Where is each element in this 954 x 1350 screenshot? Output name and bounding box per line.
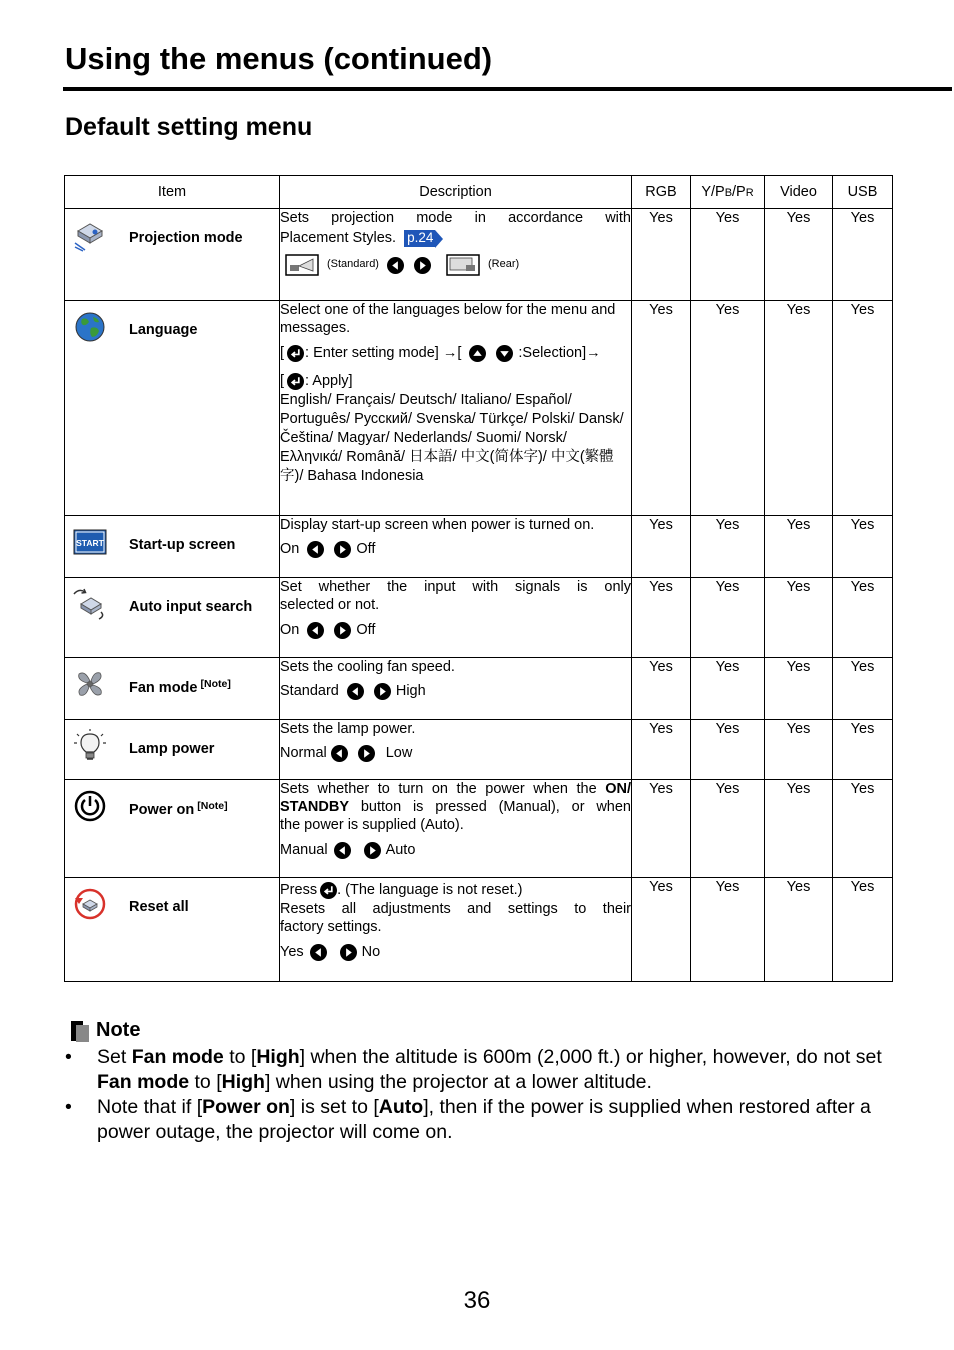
up-arrow-icon <box>469 345 486 362</box>
header-video: Video <box>765 176 833 209</box>
table-row: START Start-up screen Display start-up screen when power is turned on. On Off Yes Yes Yes Yes <box>65 516 893 578</box>
header-item: Item <box>65 176 280 209</box>
note-heading: Note <box>70 1018 895 1043</box>
left-arrow-icon <box>331 745 348 762</box>
description-language: Select one of the languages below for the menu and messages. [ : Enter setting mode] →[ :Selection]→ [ : Apply] English/ Français/ Deutsch/ Italiano/ Español/ Português/ Русский/ Svenska/ Türkçe/ Polski/ Dansk/ Čeština/ Magyar/ Nederlands/ Suomi/ Norsk/ Ελληνικά/ Română/ 日本語/ 中文(简体字)/ 中文(繁體字)/ Bahasa Indonesia <box>280 301 632 516</box>
description-auto-input-search: Set whether the input with signals is only selected or not. On Off <box>280 578 632 658</box>
right-arrow-icon <box>364 842 381 859</box>
header-description: Description <box>280 176 632 209</box>
standard-placement-icon <box>285 254 319 276</box>
table-row: Language Select one of the languages below for the menu and messages. [ : Enter setting mode] →[ :Selection]→ [ : Apply] English/ Français/ Deutsch/ Italiano/ Español/ Português/ Русский/ Svenska/ Türkçe/ Polski/ Dansk/ Čeština/ Magyar/ Nederlands/ Suomi/ Norsk/ Ελληνικά/ Română/ 日本語/ 中文(简体字)/ 中文(繁體字)/ Bahasa Indonesia Yes Yes Yes Yes <box>65 301 893 516</box>
section-title: Default setting menu <box>65 113 313 141</box>
start-icon <box>71 524 109 560</box>
right-arrow-icon <box>358 745 375 762</box>
right-arrow-icon <box>340 944 357 961</box>
globe-icon <box>71 309 109 345</box>
table-row: Power on [Note] Sets whether to turn on the power when the ON/ STANDBY button is pressed (Manual), or when the power is supplied (Auto). Manual Auto Yes Yes Yes Yes <box>65 780 893 878</box>
power-icon <box>71 788 109 824</box>
rear-placement-icon <box>446 254 480 276</box>
header-ypbpr: Y/PB/PR <box>691 176 765 209</box>
table-header-row <box>65 176 893 209</box>
svg-text:START: START <box>76 538 104 548</box>
note-item: • Note that if [Power on] is set to [Auto], then if the power is supplied when restored after a power outage, the projector will come on. <box>65 1095 895 1145</box>
item-label-fan-mode: Fan mode [Note] <box>129 678 231 696</box>
enter-icon <box>287 373 304 390</box>
language-list: English/ Français/ Deutsch/ Italiano/ Español/ Português/ Русский/ Svenska/ Türkçe/ Polski/ Dansk/ Čeština/ Magyar/ Nederlands/ Suomi/ Norsk/ Ελληνικά/ Română/ 日本語/ 中文(简体字)/ 中文(繁體字)/ Bahasa Indonesia <box>280 392 624 484</box>
item-label-lamp-power: Lamp power <box>129 741 215 757</box>
projection-mode-icon <box>71 217 109 253</box>
fan-icon <box>71 666 109 702</box>
note-icon <box>70 1019 90 1043</box>
left-arrow-icon <box>334 842 351 859</box>
enter-icon <box>287 345 304 362</box>
page-number: 36 <box>463 1287 491 1314</box>
page-title: Using the menus (continued) <box>65 41 493 76</box>
table-row: Reset all Press . (The language is not reset.) Resets all adjustments and settings to their factory settings. Yes No Yes Yes Yes Yes <box>65 878 893 982</box>
enter-icon <box>320 882 337 899</box>
right-arrow-icon <box>374 683 391 700</box>
right-arrow-icon <box>334 541 351 558</box>
table-row: Fan mode [Note] Sets the cooling fan speed. Standard High Yes Yes Yes Yes <box>65 658 893 720</box>
left-arrow-icon <box>307 541 324 558</box>
default-setting-table <box>64 175 893 982</box>
description-start-up-screen: Display start-up screen when power is turned on. On Off <box>280 516 632 578</box>
table-row: Auto input search Set whether the input with signals is only selected or not. On Off Yes Yes Yes Yes <box>65 578 893 658</box>
right-arrow-icon <box>414 257 431 274</box>
description-lamp-power: Sets the lamp power. Normal Low <box>280 720 632 780</box>
left-arrow-icon <box>347 683 364 700</box>
left-arrow-icon <box>310 944 327 961</box>
item-label-projection-mode: Projection mode <box>129 230 243 246</box>
table-row: Lamp power Sets the lamp power. Normal Low Yes Yes Yes Yes <box>65 720 893 780</box>
description-projection-mode: Sets projection mode in accordance with Placement Styles. p.24 (Standard) (Rear) <box>280 209 632 301</box>
page-reference-tag[interactable]: p.24 <box>404 230 435 247</box>
auto-input-icon <box>71 586 109 622</box>
right-arrow-icon <box>334 622 351 639</box>
header-rgb: RGB <box>632 176 691 209</box>
item-label-language: Language <box>129 322 198 338</box>
header-usb: USB <box>833 176 893 209</box>
note-item: • Set Fan mode to [High] when the altitude is 600m (2,000 ft.) or higher, however, do not set Fan mode to [High] when using the projector at a lower altitude. <box>65 1045 895 1095</box>
description-fan-mode: Sets the cooling fan speed. Standard High <box>280 658 632 720</box>
description-reset-all: Press . (The language is not reset.) Resets all adjustments and settings to their factory settings. Yes No <box>280 878 632 982</box>
note-section <box>65 1018 895 1145</box>
item-label-reset-all: Reset all <box>129 899 189 915</box>
left-arrow-icon <box>307 622 324 639</box>
left-arrow-icon <box>387 257 404 274</box>
title-rule <box>63 87 952 91</box>
description-power-on: Sets whether to turn on the power when the ON/ STANDBY button is pressed (Manual), or when the power is supplied (Auto). Manual Auto <box>280 780 632 878</box>
item-label-start-up-screen: Start-up screen <box>129 537 236 553</box>
item-label-power-on: Power on [Note] <box>129 800 228 818</box>
lamp-icon <box>71 728 109 764</box>
table-row: Projection mode Sets projection mode in accordance with Placement Styles. p.24 (Standard) (Rear) Yes Yes Yes Yes <box>65 209 893 301</box>
reset-icon <box>71 886 109 922</box>
item-label-auto-input-search: Auto input search <box>129 599 253 615</box>
down-arrow-icon <box>496 345 513 362</box>
